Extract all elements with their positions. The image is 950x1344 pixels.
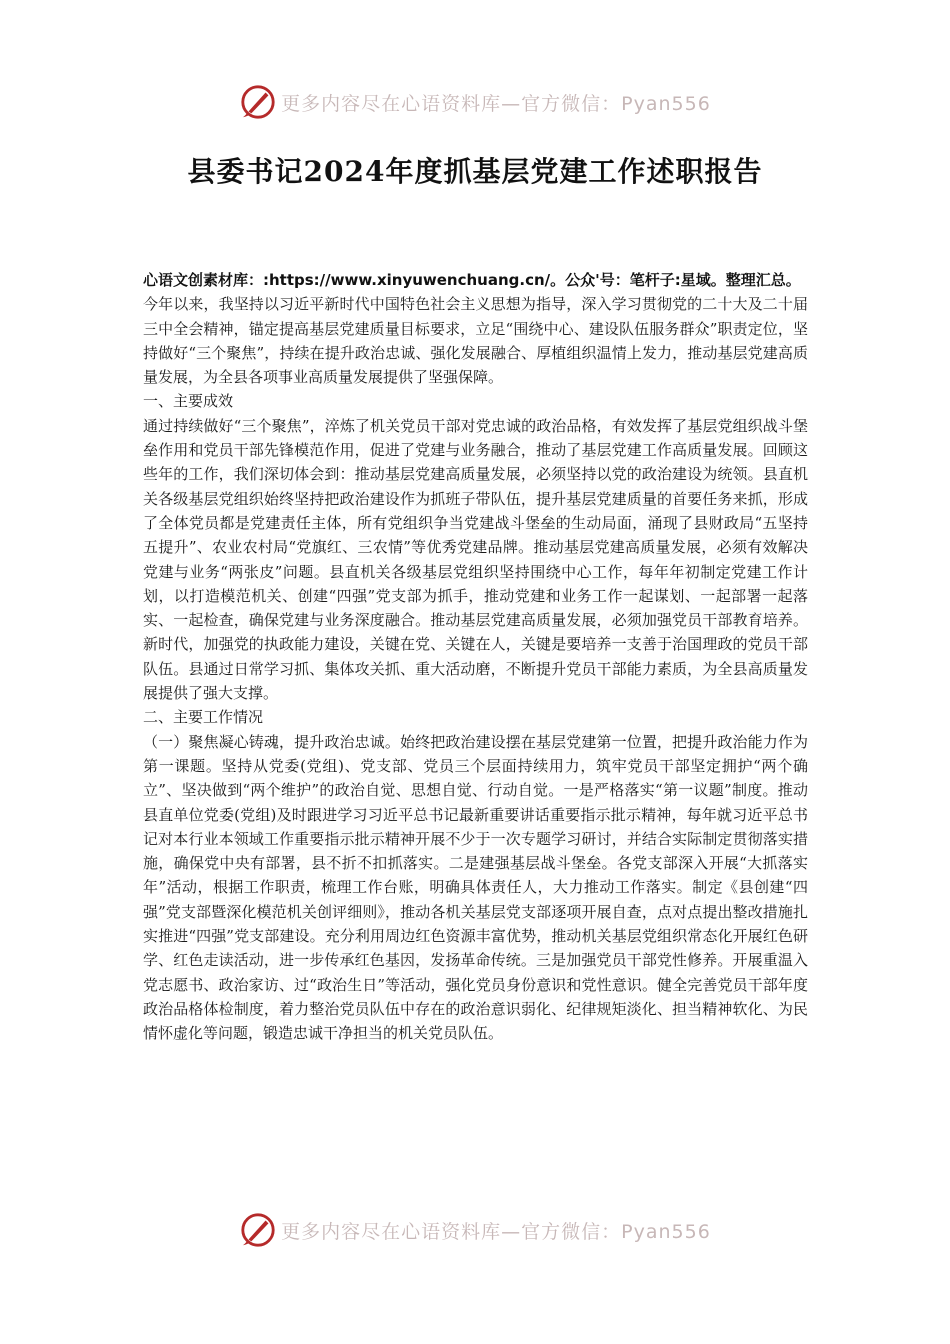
banner-text: 更多内容尽在心语资料库—官方微信：Pyan556 [281, 1220, 711, 1243]
intro-paragraph: 今年以来，我坚持以习近平新时代中国特色社会主义思想为指导，深入学习贯彻党的二十大及二十届三中全会精神，锚定提高基层党建质量目标要求，立足“围绕中心、建设队伍服务群众”职责定位，坚持做好“三个聚焦”，持续在提升政治忠诚、强化发展融合、厚植组织温情上发力，推动基层党建高质量发展，为全县各项事业高质量发展提供了坚强保障。 [143, 295, 808, 387]
work-paragraph: （一）聚焦凝心铸魂，提升政治忠诚。始终把政治建设摆在基层党建第一位置，把提升政治能力作为第一课题。坚持从党委(党组)、党支部、党员三个层面持续用力，筑牢党员干部坚定拥护“两个确立”、坚决做到“两个维护”的政治自觉、思想自觉、行动自觉。一是严格落实“第一议题”制度。推动县直单位党委(党组)及时跟进学习习近平总书记最新重要讲话重要指示批示精神，每年就习近平总书记对本行业本领域工作重要指示批示精神开展不少于一次专题学习研讨，并结合实际制定贯彻落实措施，确保党中央有部署，县不折不扣抓落实。二是建强基层战斗堡垒。各党支部深入开展“大抓落实年”活动，根据工作职责，梳理工作台账，明确具体责任人，大力推动工作落实。制定《县创建“四强”党支部暨深化模范机关创评细则》，推动各机关基层党支部逐项开展自查，点对点提出整改措施扎实推进“四强”党支部建设。充分利用周边红色资源丰富优势，推动机关基层党组织常态化开展红色研学、红色走读活动，进一步传承红色基因，发扬革命传统。三是加强党员干部党性修养。开展重温入党志愿书、政治家访、过“政治生日”等活动，强化党员身份意识和党性意识。健全完善党员干部年度政治品格体检制度，着力整治党员队伍中存在的政治意识弱化、纪律规矩淡化、担当精神软化、为民情怀虚化等问题，锻造忠诚干净担当的机关党员队伍。 [143, 732, 808, 1043]
section-heading: 二、主要工作情况 [143, 708, 264, 727]
section-heading: 一、主要成效 [143, 392, 234, 411]
source-line: 心语文创素材库：:https://www.xinyuwenchuang.cn/。公众'号：笔杆子:星域。整理汇总。 [143, 271, 801, 289]
document-body [143, 268, 808, 1046]
brush-logo-icon [239, 83, 277, 121]
brush-logo-icon [239, 1211, 277, 1249]
header-banner [0, 80, 950, 124]
document-title: 县委书记2024年度抓基层党建工作述职报告 [187, 155, 763, 188]
footer-banner [0, 1208, 950, 1252]
achievements-paragraph: 通过持续做好“三个聚焦”，淬炼了机关党员干部对党忠诚的政治品格，有效发挥了基层党组织战斗堡垒作用和党员干部先锋模范作用，促进了党建与业务融合，推动了基层党建工作高质量发展。回顾这些年的工作，我们深切体会到：推动基层党建高质量发展，必须坚持以党的政治建设为统领。县直机关各级基层党组织始终坚持把政治建设作为抓班子带队伍，提升基层党建质量的首要任务来抓，形成了全体党员都是党建责任主体，所有党组织争当党建战斗堡垒的生动局面，涌现了县财政局“五坚持五提升”、农业农村局“党旗红、三农情”等优秀党建品牌。推动基层党建高质量发展，必须有效解决党建与业务“两张皮”问题。县直机关各级基层党组织坚持围绕中心工作，每年年初制定党建工作计划，以打造模范机关、创建“四强”党支部为抓手，推动党建和业务工作一起谋划、一起部署一起落实、一起检查，确保党建与业务深度融合。推动基层党建高质量发展，必须加强党员干部教育培养。新时代，加强党的执政能力建设，关键在党、关键在人，关键是要培养一支善于治国理政的党员干部队伍。县通过日常学习抓、集体攻关抓、重大活动磨，不断提升党员干部能力素质，为全县高质量发展提供了强大支撑。 [143, 416, 808, 703]
banner-text: 更多内容尽在心语资料库—官方微信：Pyan556 [281, 92, 711, 115]
